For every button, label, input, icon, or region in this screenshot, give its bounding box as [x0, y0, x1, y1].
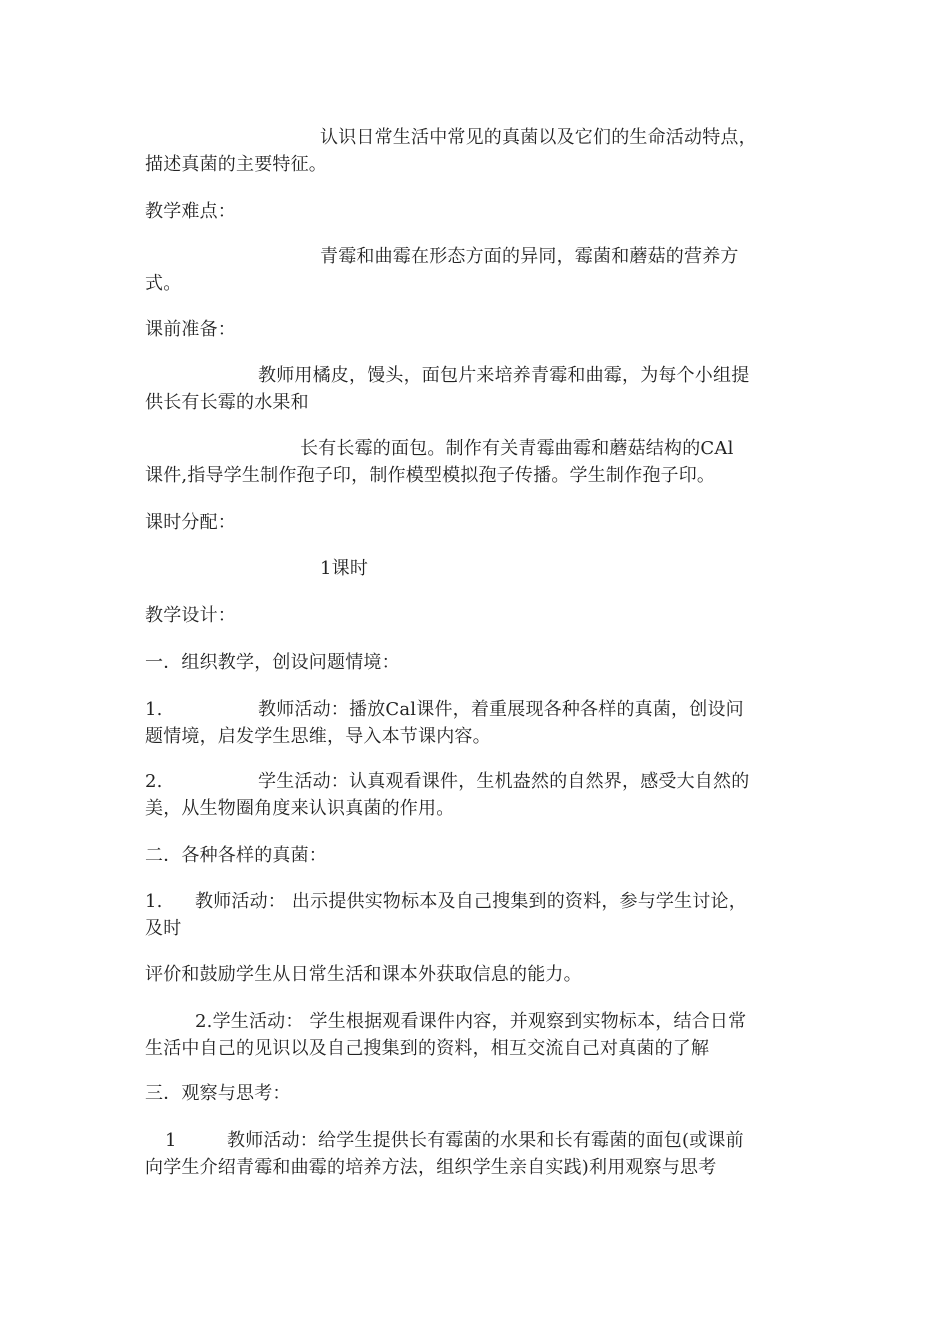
heading-text: 二．各种各样的真菌：	[145, 845, 327, 866]
text-line: 1课时	[320, 558, 369, 579]
text-line: 生活中自己的见识以及自己搜集到的资料，相互交流自己对真菌的了解	[145, 1038, 710, 1059]
section-1-item-2	[145, 768, 809, 822]
text-line: 长有长霉的面包。制作有关青霉曲霉和蘑菇结构的CAl	[300, 438, 734, 459]
item-text: 教师活动： 出示提供实物标本及自己搜集到的资料，参与学生讨论，	[195, 891, 747, 912]
preparation-paragraph	[145, 362, 809, 416]
text-line: 描述真菌的主要特征。	[145, 154, 327, 175]
text-line: 供长有长霉的水果和	[145, 392, 309, 413]
text-line	[145, 768, 809, 795]
text-line: 题情境，启发学生思维，导入本节课内容。	[145, 726, 491, 747]
text-line: 评价和鼓励学生从日常生活和课本外获取信息的能力。	[145, 964, 582, 985]
text-line	[145, 1127, 809, 1154]
text-line: 向学生介绍青霉和曲霉的培养方法，组织学生亲自实践)利用观察与思考	[145, 1157, 717, 1178]
heading-text: 三．观察与思考：	[145, 1083, 291, 1104]
heading-time-allocation	[145, 509, 809, 536]
heading-text: 课时分配：	[145, 512, 236, 533]
text-line: 认识日常生活中常见的真菌以及它们的生命活动特点，	[320, 127, 757, 148]
section-1-heading	[145, 649, 809, 676]
text-line: 青霉和曲霉在形态方面的异同，霉菌和蘑菇的营养方	[320, 246, 739, 267]
heading-preparation	[145, 316, 809, 343]
heading-text: 教学设计：	[145, 605, 236, 626]
text-line: 式。	[145, 273, 182, 294]
item-number: 1.	[145, 891, 163, 912]
heading-teaching-design	[145, 602, 809, 629]
section-2-heading	[145, 842, 809, 869]
text-line: 美，从生物圈角度来认识真菌的作用。	[145, 798, 455, 819]
item-number: 1.	[145, 699, 163, 720]
section-3-item-1	[145, 1127, 809, 1181]
text-line: 课件,指导学生制作孢子印，制作模型模拟孢子传播。学生制作孢子印。	[145, 465, 716, 486]
heading-text: 课前准备：	[145, 319, 236, 340]
item-number: 1	[165, 1130, 177, 1151]
heading-text: 教学难点：	[145, 201, 236, 222]
text-line: 教师用橘皮，馒头，面包片来培养青霉和曲霉，为每个小组提	[258, 365, 750, 386]
item-text: 学生活动：认真观看课件，生机盎然的自然界，感受大自然的	[258, 771, 750, 792]
heading-teaching-difficulty	[145, 198, 809, 225]
key-point-paragraph	[145, 124, 809, 178]
item-number: 2.	[145, 771, 163, 792]
item-text: 教师活动：给学生提供长有霉菌的水果和长有霉菌的面包(或课前	[227, 1130, 744, 1151]
difficulty-paragraph	[145, 243, 809, 297]
section-2-item-1	[145, 888, 809, 942]
section-1-item-1	[145, 696, 809, 750]
text-line	[145, 696, 809, 723]
text-line: 2.学生活动： 学生根据观看课件内容，并观察到实物标本，结合日常	[195, 1011, 747, 1032]
time-allocation-paragraph	[145, 555, 809, 582]
item-text: 教师活动：播放Cal课件，着重展现各种各样的真菌，创设问	[258, 699, 744, 720]
section-2-item-2	[145, 1008, 809, 1062]
heading-text: 一．组织教学，创设问题情境：	[145, 652, 400, 673]
section-3-heading	[145, 1080, 809, 1107]
text-line: 及时	[145, 918, 182, 939]
text-line	[145, 888, 809, 915]
section-2-item-1-continued	[145, 961, 809, 988]
preparation-paragraph-2	[145, 435, 809, 489]
